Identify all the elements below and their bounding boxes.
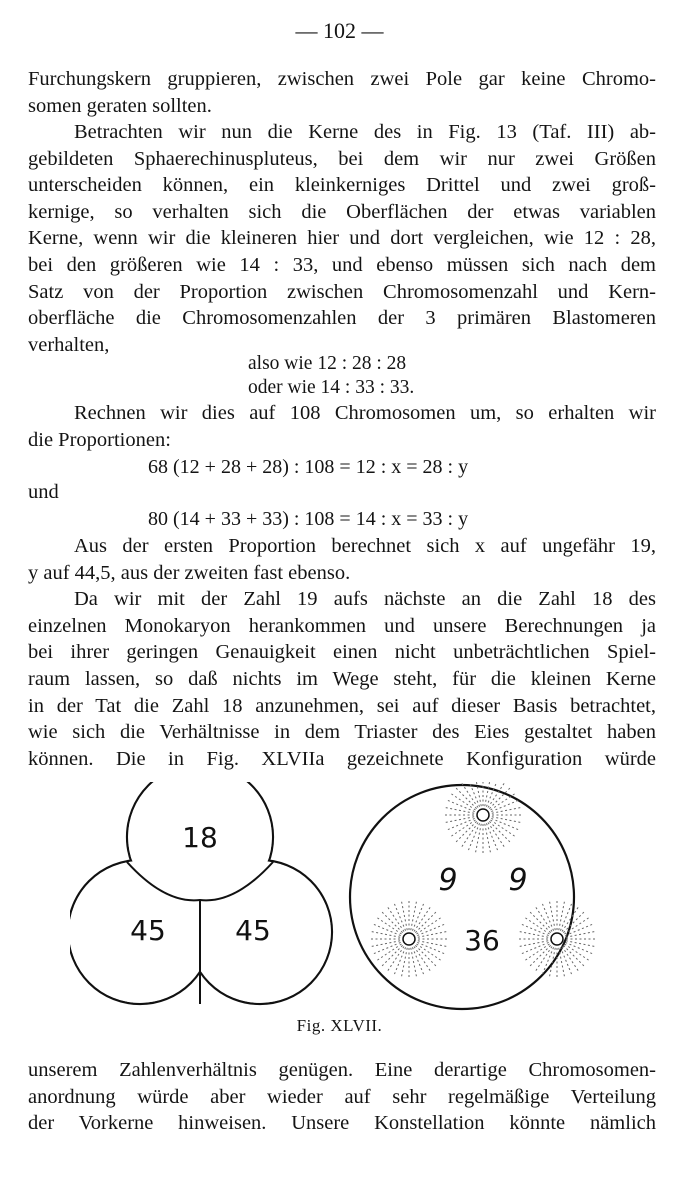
text-line: bei den größeren wie 14 : 33, und ebenso müssen sich nach dem xyxy=(28,253,656,276)
text-line: einzelnen Monokaryon herankommen und unsere Berechnungen ja xyxy=(28,614,656,637)
connector-und: und xyxy=(28,481,59,503)
text-line: Furchungskern gruppieren, zwischen zwei Pole gar keine Chromo- xyxy=(28,68,656,90)
text-line: der Vorkerne hinweisen. Unsere Konstellation könnte nämlich xyxy=(28,1112,656,1135)
paragraph-5 xyxy=(28,1057,656,1137)
text-line: wie sich die Verhältnisse in dem Triaster des Eies gestaltet haben xyxy=(28,721,656,744)
right-right-number: 9 xyxy=(508,863,528,898)
text-line: anordnung würde aber wieder auf sehr regelmäßige Verteilung xyxy=(28,1085,656,1108)
text-line: Kerne, wenn wir die kleineren hier und dort vergleichen, wie 12 : 28, xyxy=(28,227,656,250)
text-line: bei ihrer geringen Genauigkeit einen nicht unbeträchtlichen Spiel- xyxy=(28,641,656,664)
equation-1: 68 (12 + 28 + 28) : 108 = 12 : x = 28 : y xyxy=(148,456,469,478)
aster-ray xyxy=(566,941,594,947)
figure-xlvii xyxy=(70,782,630,1017)
left-bottom-right-number: 45 xyxy=(235,914,271,947)
text-line: unserem Zahlenverhältnis genügen. Eine derartige Chromosomen- xyxy=(28,1059,656,1081)
text-line: Da wir mit der Zahl 19 aufs nächste an die Zahl 18 des xyxy=(74,588,656,611)
text-line: die Proportionen: xyxy=(28,428,171,451)
right-diagram xyxy=(350,782,595,1009)
paragraph-2 xyxy=(28,119,656,358)
paragraph-3 xyxy=(28,400,656,453)
figure-caption: Fig. XLVII. xyxy=(296,1016,383,1035)
ratio-line: also wie 12 : 28 : 28 xyxy=(248,353,407,374)
text-line: unterscheiden können, ein kleinkerniges Drittel und zwei groß- xyxy=(28,174,656,197)
paragraph-4 xyxy=(28,533,656,772)
text-line: raum lassen, so daß nichts im Wege steht, für die kleinen Kerne xyxy=(28,667,656,690)
text-line: Rechnen wir dies auf 108 Chromosomen um, so erhalten wir xyxy=(74,402,656,424)
right-bottom-number: 36 xyxy=(464,924,500,957)
equation-2: 80 (14 + 33 + 33) : 108 = 14 : x = 33 : y xyxy=(148,508,469,530)
text-line: gebildeten Sphaerechinuspluteus, bei dem wir nur zwei Größen xyxy=(28,147,656,170)
aster-ray xyxy=(564,944,588,960)
text-line: y auf 44,5, aus der zweiten fast ebenso. xyxy=(28,561,351,584)
left-bottom-left-number: 45 xyxy=(130,914,166,947)
text-line: Satz von der Proportion zwischen Chromosomenzahl und Kern- xyxy=(28,280,656,303)
ratio-block xyxy=(248,352,414,400)
text-line: oberfläche die Chromosomenzahlen der 3 primären Blastomeren xyxy=(28,307,656,330)
text-line: Aus der ersten Proportion berechnet sich x auf ungefähr 19, xyxy=(74,535,656,557)
figure-svg xyxy=(70,782,630,1012)
text-line: somen geraten sollten. xyxy=(28,94,212,117)
aster-ray xyxy=(562,946,578,970)
page-number: — 102 — xyxy=(295,18,384,43)
centrosome-right xyxy=(551,933,563,945)
aster-ray xyxy=(563,945,584,966)
text-line: kernige, so verhalten sich die Oberflächen der etwas variablen xyxy=(28,200,656,223)
left-top-number: 18 xyxy=(182,821,218,854)
right-left-number: 9 xyxy=(438,863,458,898)
ratio-line: oder wie 14 : 33 : 33. xyxy=(248,377,415,398)
aster-ray xyxy=(560,947,571,974)
text-line: in der Tat die Zahl 18 anzunehmen, sei auf dieser Basis betrachtet, xyxy=(28,694,656,717)
aster-ray xyxy=(566,932,594,938)
aster-ray xyxy=(565,942,592,953)
centrosome-top xyxy=(477,809,489,821)
text-line: Betrachten wir nun die Kerne des in Fig. 13 (Taf. III) ab- xyxy=(74,121,656,143)
paragraph-1 xyxy=(28,66,656,119)
text-line: können. Die in Fig. XLVIIa gezeichnete Konfiguration würde xyxy=(28,747,656,770)
centrosome-left xyxy=(403,933,415,945)
text-line: verhalten, xyxy=(28,333,110,356)
